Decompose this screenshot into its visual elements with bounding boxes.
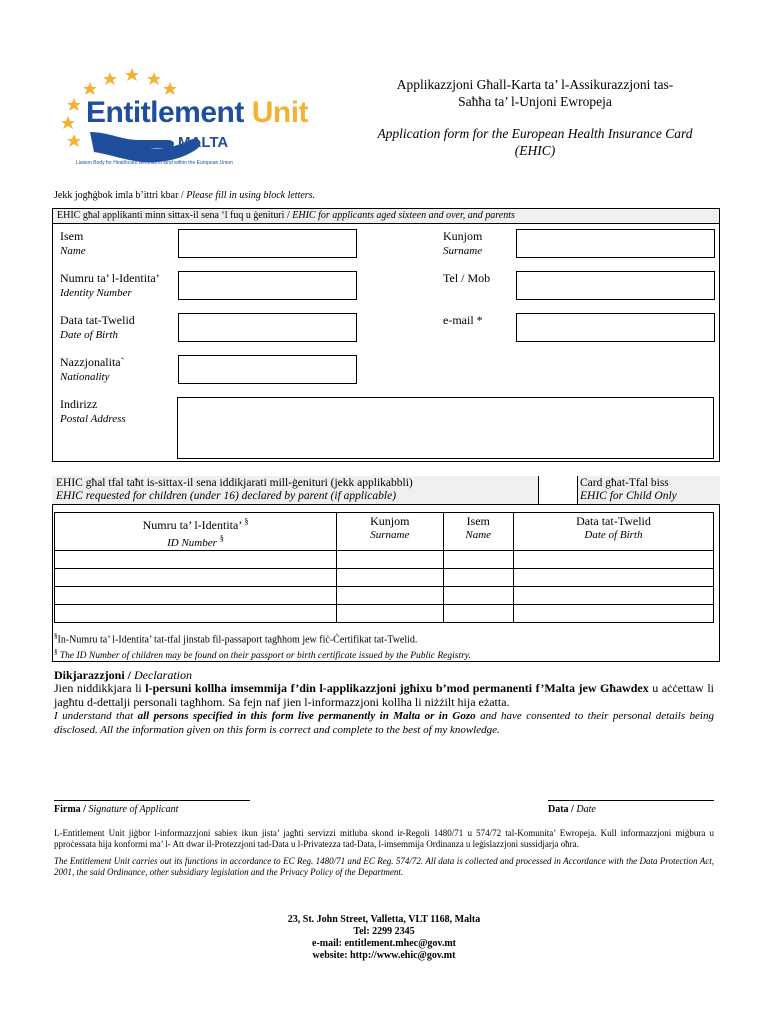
legal-text-mt: L-Entitlement Unit jiġbor l-informazzjoni sabiex ikun jista’ jagħti servizzi mitluba skond ir-Regoli 1480/71 u 574/72 tal-Komunita’ Ewropeja. Kull informazzjoni miġbura u pproċessata hija konformi ma’ l- Att dwar il-Protezzjoni tad-Data u l-Privatezza tad-Data, l-imsemmija Ordinanza u leġislazzjoni sussidjarja oħra. <box>54 828 714 849</box>
child-surname-cell[interactable] <box>337 605 443 623</box>
entitlement-unit-logo <box>58 68 320 174</box>
child-id-cell[interactable] <box>55 605 337 623</box>
table-row <box>55 605 714 623</box>
declaration-text-en: I understand that all persons specified in this form live permanently in Malta or in Gozo and have consented to their personal details being disclosed. All the information given on this form is correct and complete to the best of my knowledge. <box>54 710 714 736</box>
child-only-checkbox[interactable] <box>538 476 578 504</box>
tel-label: Tel / Mob <box>443 271 491 285</box>
date-line[interactable] <box>548 800 714 801</box>
child-name-cell[interactable] <box>443 569 513 587</box>
child-id-cell[interactable] <box>55 551 337 569</box>
contact-tel: Tel: 2299 2345 <box>353 926 415 937</box>
dob-input[interactable] <box>178 313 357 342</box>
child-surname-cell[interactable] <box>337 551 443 569</box>
nationality-label: Nazzjonalita` Nationality <box>60 355 125 383</box>
table-row <box>55 551 714 569</box>
name-label: Isem Name <box>60 229 86 257</box>
date-label: Data / Date <box>548 804 596 815</box>
children-table <box>54 512 714 623</box>
children-table-header <box>55 513 714 551</box>
col-dob: Data tat-Twelid Date of Birth <box>513 513 713 551</box>
children-note-en: § The ID Number of children may be found on their passport or birth certificate issued by the Public Registry. <box>54 648 471 662</box>
logo-tagline: Liaison Body for Healthcare Benefits in kind within the European Union <box>76 160 233 166</box>
children-heading-text: EHIC għal tfal taħt is-sittax-il sena iddikjarati mill-ġenituri (jekk applikabbli) EHIC requested for children (under 16) declared by parent (if applicable) <box>56 477 413 502</box>
logo-country: MALTA <box>178 134 229 151</box>
instruction: Jekk jogħġbok imla b’ittri kbar / Please fill in using block letters. <box>54 190 316 201</box>
contact-email[interactable]: e-mail: entitlement.mhec@gov.mt <box>312 938 456 949</box>
child-dob-cell[interactable] <box>513 587 713 605</box>
tel-input[interactable] <box>516 271 715 300</box>
surname-input[interactable] <box>516 229 715 258</box>
child-dob-cell[interactable] <box>513 569 713 587</box>
contact-address: 23, St. John Street, Valletta, VLT 1168, Malta <box>287 914 481 925</box>
address-input[interactable] <box>177 397 714 459</box>
child-surname-cell[interactable] <box>337 569 443 587</box>
email-input[interactable] <box>516 313 715 342</box>
children-note-mt: §In-Numru ta’ l-Identita’ tat-tfal jinstab fil-passaport tagħhom jew fiċ-Ċertifikat tat-Twelid. <box>54 632 418 646</box>
title-maltese: Applikazzjoni Għall-Karta ta’ l-Assikurazzjoni tas- Saħħa ta’ l-Unjoni Ewropeja <box>396 77 674 109</box>
signature-label: Firma / Signature of Applicant <box>54 804 179 815</box>
title-english: Application form for the European Health Insurance Card (EHIC) <box>377 126 693 158</box>
dob-label: Data tat-Twelid Date of Birth <box>60 313 135 341</box>
applicant-section-heading: EHIC għal applikanti minn sittax-il sena ‘l fuq u ġenituri / EHIC for applicants aged sixteen and over, and parents <box>53 209 719 224</box>
child-surname-cell[interactable] <box>337 587 443 605</box>
address-label: Indirizz Postal Address <box>60 397 126 425</box>
name-input[interactable] <box>178 229 357 258</box>
signature-line[interactable] <box>54 800 250 801</box>
nationality-input[interactable] <box>178 355 357 384</box>
declaration-text-mt: Jien niddikkjara li l-persuni kollha imsemmija f’din l-applikazzjoni jgħixu b’mod permanenti f’Malta jew Għawdex u aċċettaw li jagħtu d-dettalji personali tagħhom. Sa fejn naf jien l-informazzjoni kollha li niżżilt hija eżatta. <box>54 681 714 709</box>
id-number-label: Numru ta’ l-Identita’ Identity Number <box>60 271 160 299</box>
children-section-heading <box>52 476 720 505</box>
child-id-cell[interactable] <box>55 587 337 605</box>
surname-label: Kunjom Surname <box>443 229 483 257</box>
logo-title: Entitlement Unit <box>86 96 309 129</box>
table-row <box>55 587 714 605</box>
declaration-title: Dikjarazzjoni / Declaration <box>54 668 192 682</box>
child-only-label: Card għat-Tfal biss EHIC for Child Only <box>580 477 677 502</box>
child-name-cell[interactable] <box>443 605 513 623</box>
table-row <box>55 569 714 587</box>
email-label: e-mail * <box>443 313 483 327</box>
child-dob-cell[interactable] <box>513 605 713 623</box>
id-number-input[interactable] <box>178 271 357 300</box>
child-dob-cell[interactable] <box>513 551 713 569</box>
contact-website[interactable]: website: http://www.ehic@gov.mt <box>312 950 456 961</box>
child-name-cell[interactable] <box>443 551 513 569</box>
legal-text-en: The Entitlement Unit carries out its functions in accordance to EC Reg. 1480/71 and EC Reg. 574/72. All data is collected and processed in Accordance with the Data Protection Act, 2001, the said Ordinance, other subsidiary legislation and the Privacy Policy of the Department. <box>54 856 714 877</box>
col-surname: Kunjom Surname <box>337 513 443 551</box>
col-name: Isem Name <box>443 513 513 551</box>
child-id-cell[interactable] <box>55 569 337 587</box>
child-name-cell[interactable] <box>443 587 513 605</box>
col-id-number: Numru ta’ l-Identita’ § ID Number § <box>55 513 337 551</box>
